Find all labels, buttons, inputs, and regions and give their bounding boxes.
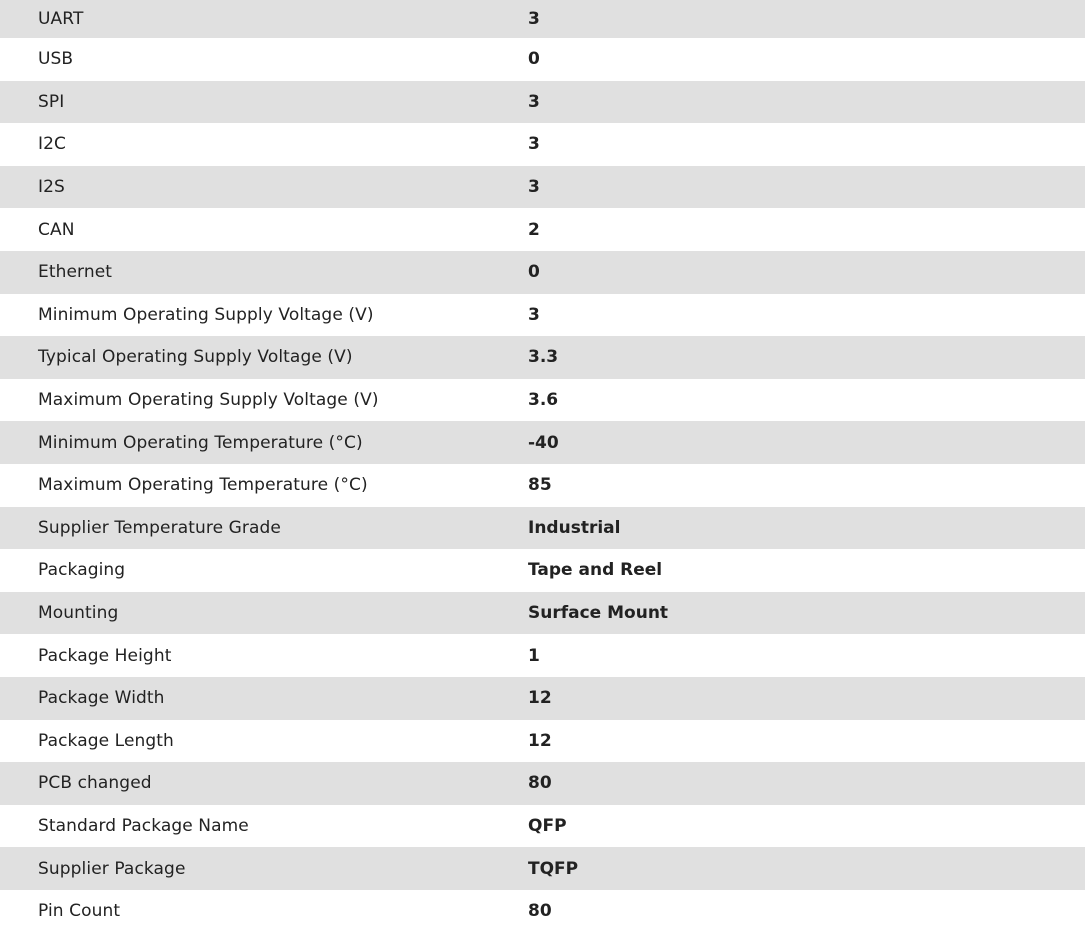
spec-row-supplier-package	[0, 847, 1085, 890]
spec-row-package-height	[0, 634, 1085, 677]
spec-label: Package Width	[38, 688, 165, 709]
spec-label: I2C	[38, 134, 66, 155]
spec-label: PCB changed	[38, 773, 152, 794]
spec-label: Maximum Operating Supply Voltage (V)	[38, 390, 379, 411]
spec-row-package-width	[0, 677, 1085, 720]
spec-value: QFP	[528, 815, 567, 836]
spec-value: 3	[528, 177, 540, 198]
spec-label: Ethernet	[38, 262, 113, 283]
spec-label: I2S	[38, 177, 65, 198]
spec-row-min-supply-voltage	[0, 294, 1085, 337]
spec-label: Maximum Operating Temperature (°C)	[38, 475, 368, 496]
spec-row-ethernet	[0, 251, 1085, 294]
spec-value: 0	[528, 49, 540, 70]
spec-row-pin-count	[0, 890, 1085, 932]
spec-value: 1	[528, 645, 540, 666]
spec-value: 80	[528, 773, 552, 794]
spec-value: Tape and Reel	[528, 560, 663, 581]
spec-label: Typical Operating Supply Voltage (V)	[38, 347, 353, 368]
spec-value: -40	[528, 432, 559, 453]
spec-value: 3	[528, 9, 540, 29]
spec-row-pcb-changed	[0, 762, 1085, 805]
spec-label: Supplier Package	[38, 858, 186, 879]
spec-value: 80	[528, 901, 552, 922]
spec-label: Minimum Operating Supply Voltage (V)	[38, 304, 374, 325]
spec-row-temperature-grade	[0, 507, 1085, 550]
spec-value: 3	[528, 134, 540, 155]
spec-row-max-supply-voltage	[0, 379, 1085, 422]
spec-label: Mounting	[38, 603, 119, 624]
spec-value: 3.3	[528, 347, 559, 368]
spec-row-mounting	[0, 592, 1085, 635]
spec-label: Standard Package Name	[38, 815, 249, 836]
spec-row-standard-package-name	[0, 805, 1085, 848]
spec-label: Packaging	[38, 560, 126, 581]
spec-row-usb	[0, 38, 1085, 81]
spec-label: Minimum Operating Temperature (°C)	[38, 432, 363, 453]
spec-label: UART	[38, 9, 84, 29]
spec-row-packaging	[0, 549, 1085, 592]
spec-label: CAN	[38, 219, 75, 240]
spec-value: 85	[528, 475, 552, 496]
spec-value: 12	[528, 730, 552, 751]
spec-row-uart	[0, 0, 1085, 38]
spec-row-min-operating-temp	[0, 421, 1085, 464]
spec-row-typ-supply-voltage	[0, 336, 1085, 379]
spec-row-package-length	[0, 720, 1085, 763]
spec-value: 2	[528, 219, 540, 240]
spec-value: 0	[528, 262, 540, 283]
spec-value: 3.6	[528, 390, 559, 411]
spec-value: 3	[528, 304, 540, 325]
spec-value: Surface Mount	[528, 603, 669, 624]
spec-label: Supplier Temperature Grade	[38, 517, 281, 538]
spec-label: SPI	[38, 91, 65, 112]
spec-row-max-operating-temp	[0, 464, 1085, 507]
spec-label: Package Height	[38, 645, 172, 666]
spec-value: 12	[528, 688, 552, 709]
spec-row-spi	[0, 81, 1085, 124]
spec-label: Pin Count	[38, 901, 121, 922]
spec-label: Package Length	[38, 730, 174, 751]
spec-row-can	[0, 208, 1085, 251]
spec-value: Industrial	[528, 517, 621, 538]
spec-value: 3	[528, 91, 540, 112]
spec-row-i2c	[0, 123, 1085, 166]
spec-value: TQFP	[528, 858, 579, 879]
spec-row-i2s	[0, 166, 1085, 209]
spec-label: USB	[38, 49, 74, 70]
